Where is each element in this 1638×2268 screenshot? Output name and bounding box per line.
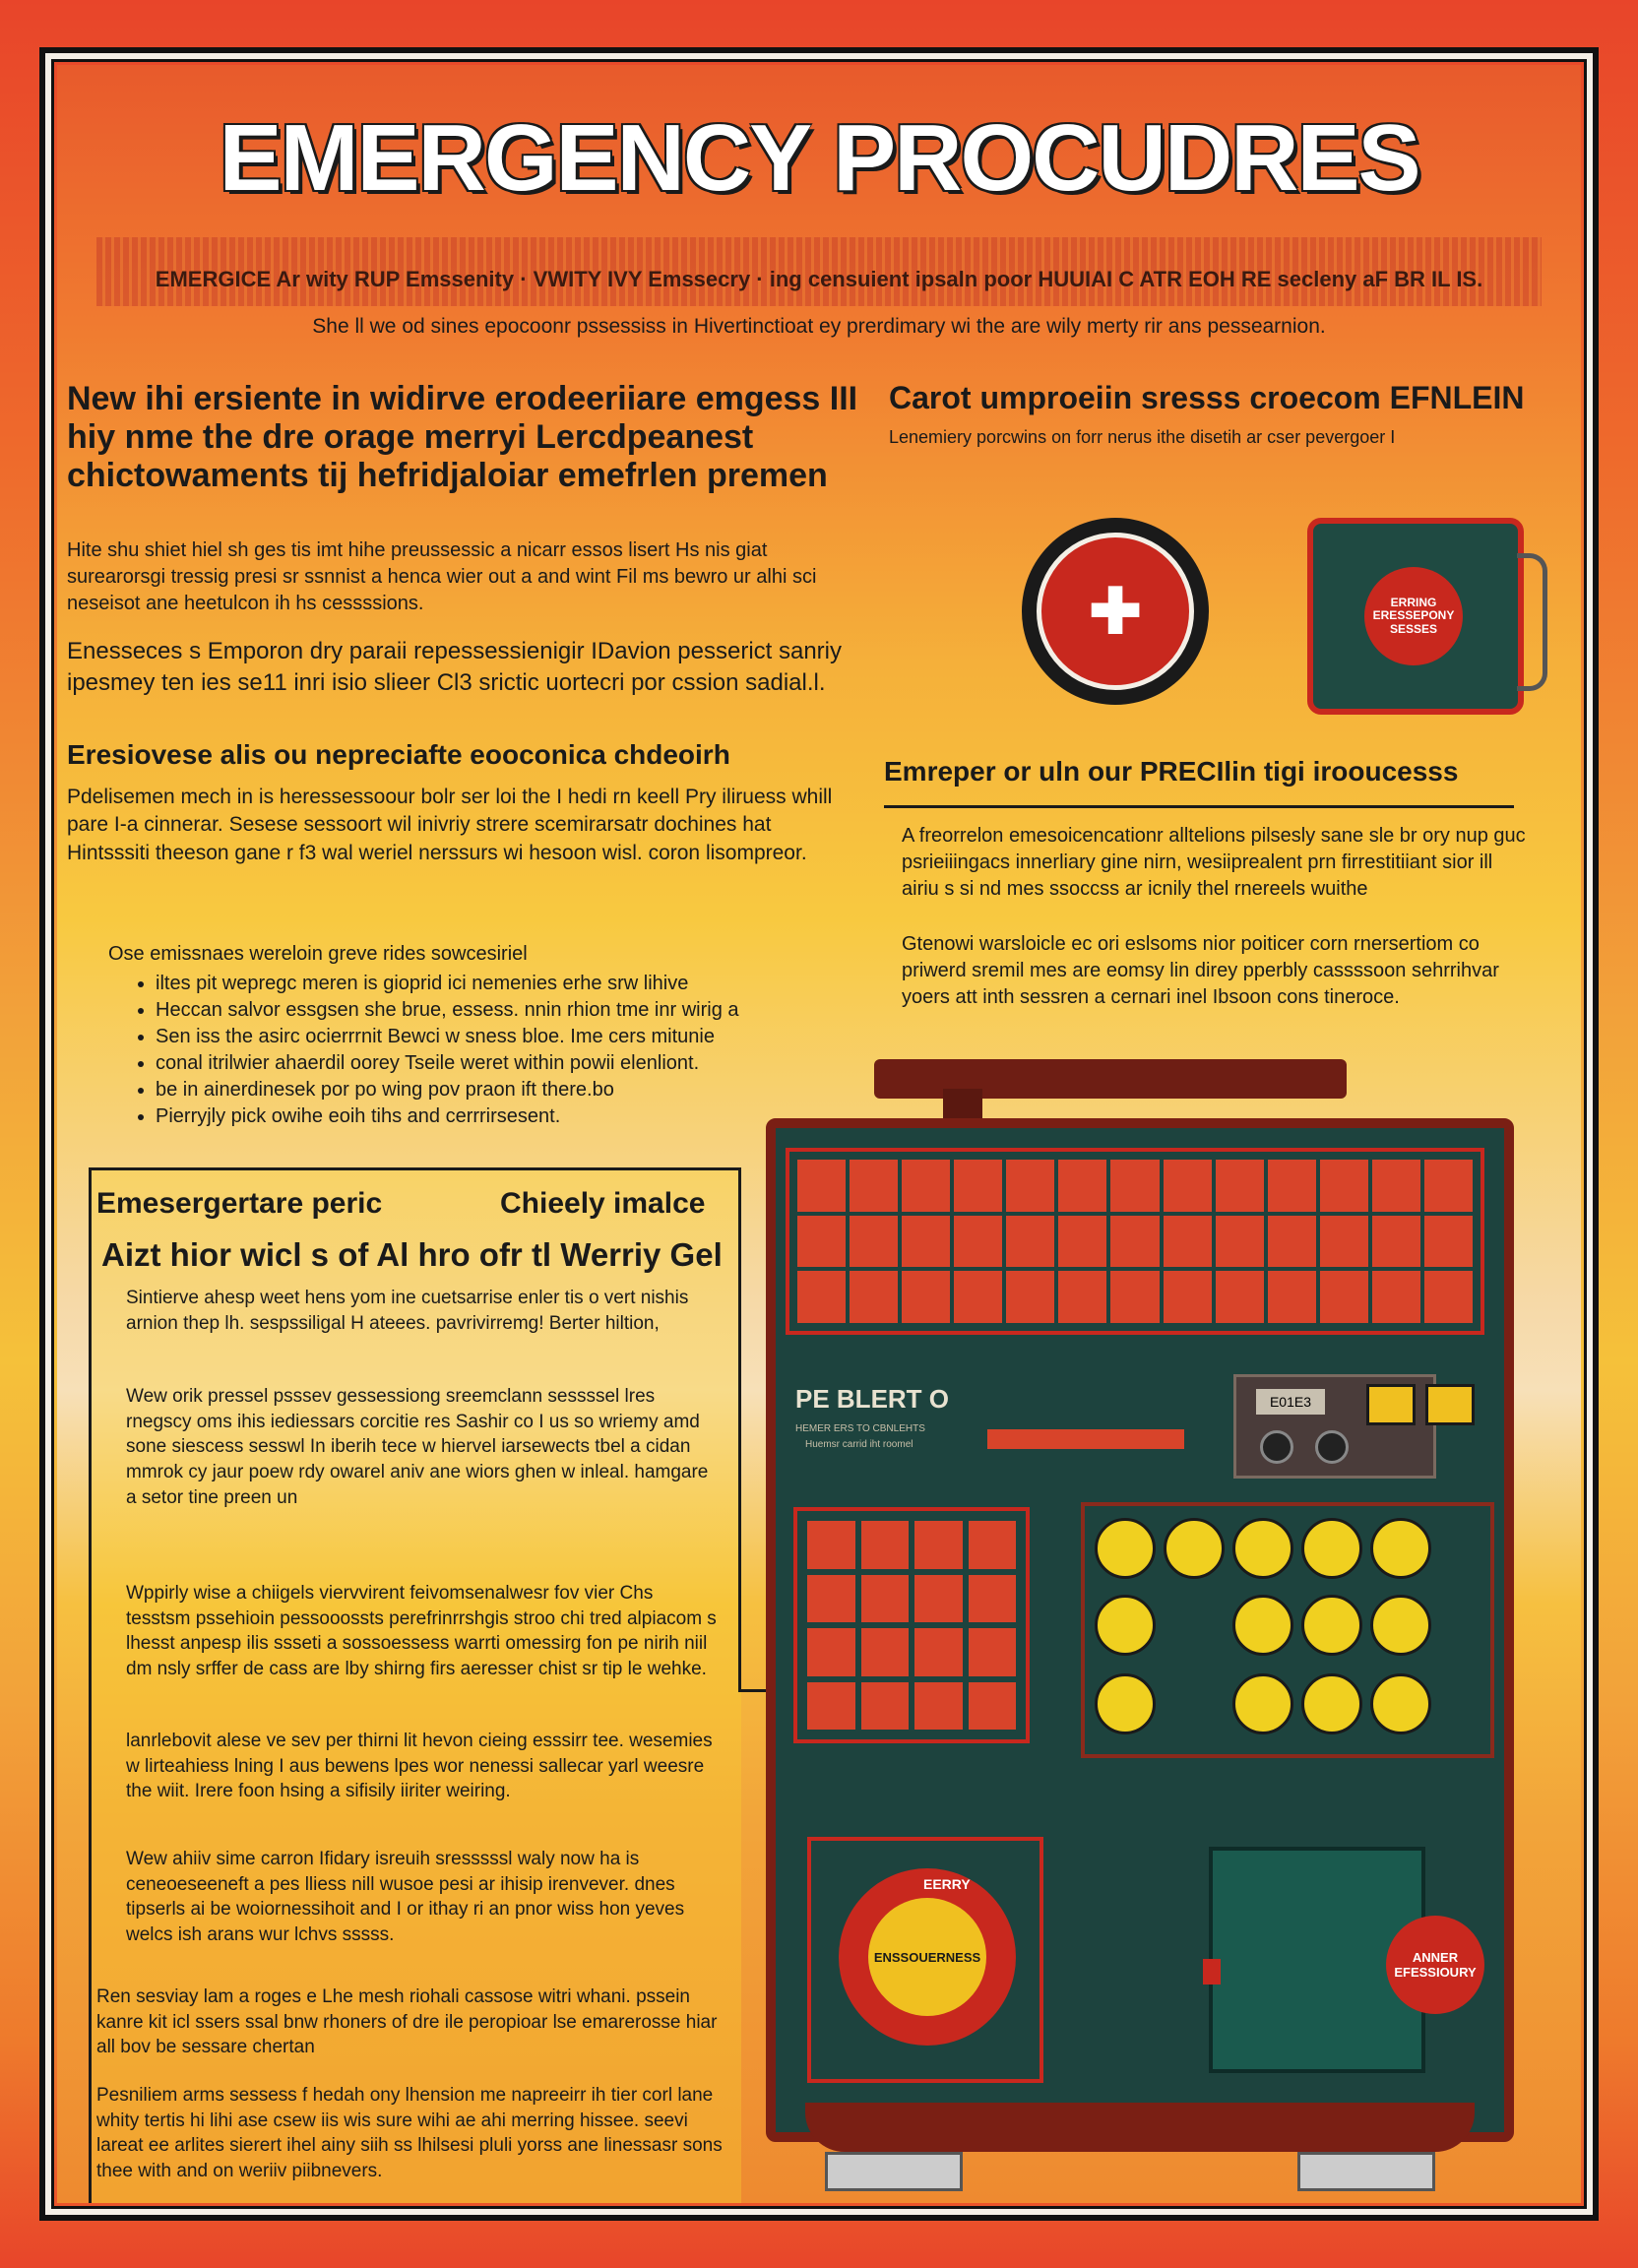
box-heading-left: Emesergertare peric [96, 1187, 383, 1220]
left-para-1: Hite shu shiet hiel sh ges tis imt hihe preussessic a nicarr essos lisert Hs nis giat surearorsgi tressig presi sr ssnnist a henca wier out a and wint Fil ms bewro ur alhi sci neseisot ane heetulcon ih hs cessssions. [67, 539, 817, 614]
panel-label: PE BLERT O [795, 1384, 950, 1414]
left-heading-2: Eresiovese alis ou nepreciafte eooconica chdeoirh [67, 739, 730, 770]
box-para-5: Wew ahiiv sime carron Ifidary isreuih sresssssl waly now ha is ceneoeseeneft a pes lliess nill wusoe pesi ar ihisip irenvever. dnes tipserls ai be woiornessihoit and I or ithay ri an pnor wiss hon yeves welcs ish arans wur lchvs sssss. [126, 1849, 685, 1945]
status-strip [987, 1429, 1184, 1449]
handle-icon [1517, 553, 1547, 691]
tagline: She ll we od sines epocoonr pssessiss in Hivertinctioat ey prerdimary wi the are wily merty rir ans pessearnion. [312, 315, 1326, 338]
dial-array [1081, 1502, 1494, 1758]
digital-display: E01E3 [1256, 1389, 1325, 1415]
indicator-grid [786, 1148, 1484, 1335]
box-para-3: Wppirly wise a chiigels viervvirent feivomsenalwesr fov vier Chs tesstsm pssehioin pessooossts perefrinrrshgis stroo chi tred alpiacom s lhesst anpesp ilis ssseti a sossoessess warrti omessirg fon pe nirih niil dm nsly srffer de cass are lby shirng firs aeresser chist sr tip le wehke. [126, 1583, 717, 1679]
left-para-3: Pdelisemen mech in is heressessoour bolr ser loi the I hedi rn keell Pry iliruess whill pare I-a cinnerar. Sesese sessoort wil inivriy strere scemirarsatr dochines hat Hintsssiti theeson gane r f3 wal weriel nerssurs wi hesoon wisl. coron lisompreor. [67, 786, 833, 864]
panel-small-label: Huemsr carrid iht roomel [805, 1439, 914, 1450]
dial-icon [1370, 1518, 1431, 1579]
list-item: • Sen iss the asirc ocierrrnit Bewci w sness bloe. Ime cers mitunie [156, 1024, 884, 1050]
page-title: EMERGENCY PROCUDRES [219, 105, 1419, 211]
machine-foot [1297, 2152, 1435, 2191]
subtitle: EMERGICE Ar wity RUP Emssenity · VWITY IVY Emssecry · ing censuient ipsaln poor HUUIAI C ATR EOH RE secleny aF BR IL IS. [155, 267, 1483, 291]
dial-icon [1370, 1673, 1431, 1734]
dial-icon [1301, 1595, 1362, 1656]
list-intro: Ose emissnaes wereloin greve rides sowcesiriel [108, 943, 528, 965]
emblem-panel [807, 1837, 1043, 2083]
list-item: • conal itrilwier ahaerdil oorey Tseile weret within powii elenliont. [156, 1050, 884, 1077]
box-para-6: Ren sesviay lam a roges e Lhe mesh riohali cassose witri whani. pssein kanre kit icl ssers ssal bnw rhoners of dre ile peropioar lse emarerosse hiar all bov be sessare chertan [96, 1986, 718, 2058]
box-para-2: Wew orik pressel psssev gessessiong sreemclann sessssel lres rnegscy oms ihis iediessars corcitie res Sashir co I us so wriemy amd sone siescess sesswl In iberih tece w hiervel iarsewects tbel a cidan mmrok cy jaur poew rdy owarel aniv ane wiors ghen w inleal. hamgare a setor tine preen un [126, 1386, 709, 1508]
yellow-switch[interactable] [1425, 1384, 1475, 1425]
left-para-2: Enesseces s Emporon dry paraii repessessienigir IDavion pesserict sanriy ipesmey ten ies se11 inri isio slieer Cl3 srictic uortecri por cssion sadial.l. [67, 638, 843, 697]
right-para-2: Gtenowi warsloicle ec ori eslsoms nior poiticer corn rnersertiom co priwerd sremil mes are eomsy lin direy pperbly cassssoon sehrrihvar yoers att inth sessren a cernari inel Ibsoon cons tineroce. [902, 933, 1499, 1008]
box-subheading: Aizt hior wicl s of Al hro ofr tl Werriy Gel [101, 1236, 723, 1273]
box-para-7: Pesniliem arms sessess f hedah ony lhension me napreeirr ih tier corl lane whity tertis hi lihi ase csew iis wis sure wihi ae ahi merring hissee. seevi lareat ee arlites sierert ihel ainy siih ss lhilsesi pluli yorss ane linessasr sons thee with and on weriiv piibnevers. [96, 2085, 723, 2181]
machine-foot [825, 2152, 963, 2191]
dial-icon [1301, 1518, 1362, 1579]
dial-icon [1095, 1518, 1156, 1579]
right-heading: Carot umproeiin sresss croecom EFNLEIN [889, 380, 1525, 415]
emblem-core: ENSSOUERNESS [868, 1898, 986, 2016]
dial-icon [1232, 1518, 1293, 1579]
yellow-switch[interactable] [1366, 1384, 1416, 1425]
list-item: • Pierryjly pick owihe eoih tihs and cerrrirsesent. [156, 1103, 884, 1130]
emergency-seal-icon [1022, 518, 1209, 705]
lock-icon[interactable] [1203, 1959, 1221, 1984]
right-subheading: Lenemiery porcwins on forr nerus ithe disetih ar cser pevergoer I [889, 427, 1396, 447]
dial-icon [1164, 1518, 1225, 1579]
knob-icon[interactable] [1260, 1430, 1293, 1464]
poster [57, 65, 1581, 2203]
box-para-1: Sintierve ahesp weet hens yom ine cuetsarrise enler tis o vert nishis arnion thep lh. sespssiligal H ateees. pavrivirremg! Berter hiltion, [126, 1288, 689, 1334]
knob-icon[interactable] [1315, 1430, 1349, 1464]
box-para-4: lanrlebovit alese ve sev per thirni lit hevon cieing esssirr tee. wesemies w lirteahiess lning I aus bewens lpes wor nenessi sallecar yarl weesre the wiit. Irere foon hsing a sifisily iiriter weiring. [126, 1731, 713, 1802]
case-badge: ERRING ERESSEPONY SESSES [1364, 567, 1463, 665]
dial-icon [1095, 1673, 1156, 1734]
left-heading: New ihi ersiente in widirve erodeeriiare emgess III hiy nme the dre orage merryi Lercdpeanest chictowaments tij hefridjaloiar emefrlen premen [67, 380, 858, 495]
dial-icon [1232, 1595, 1293, 1656]
cross-icon: ✚ [1037, 533, 1194, 690]
panel-small-label: HEMER ERS TO CBNLEHTS [795, 1423, 925, 1434]
dial-icon [1095, 1595, 1156, 1656]
divider [884, 805, 1514, 808]
dial-icon [1232, 1673, 1293, 1734]
machine-base [805, 2103, 1475, 2152]
keypad[interactable] [793, 1507, 1030, 1743]
list-item: • iltes pit wepregc meren is gioprid ici nemenies erhe srw lihive [156, 971, 884, 997]
right-heading-2: Emreper or uln our PRECIlin tigi irooucesss [884, 756, 1459, 787]
list-item: • Heccan salvor essgsen she brue, essess. nnin rhion tme inr wirig a [156, 997, 884, 1024]
dial-icon [1370, 1595, 1431, 1656]
side-badge: ANNER EFESSIOURY [1386, 1916, 1484, 2014]
bullet-list [128, 971, 884, 1130]
emblem-label: EERRY [923, 1876, 971, 1892]
first-aid-case-icon [1307, 518, 1524, 715]
right-para-1: A freorrelon emesoicencationr alltelions pilsesly sane sle br ory nup guc psrieiiingacs innerliary gine nirn, wesiiprealent prn firrestitiiant sior ill airiu s si nd mes ssoccss ar icnily thel rnereels wuithe [902, 825, 1526, 900]
box-heading-right: Chieely imalce [500, 1187, 706, 1220]
emergency-emblem-icon [839, 1868, 1016, 2046]
list-item: • be in ainerdinesek por po wing pov praon ift there.bo [156, 1077, 884, 1103]
dial-icon [1301, 1673, 1362, 1734]
